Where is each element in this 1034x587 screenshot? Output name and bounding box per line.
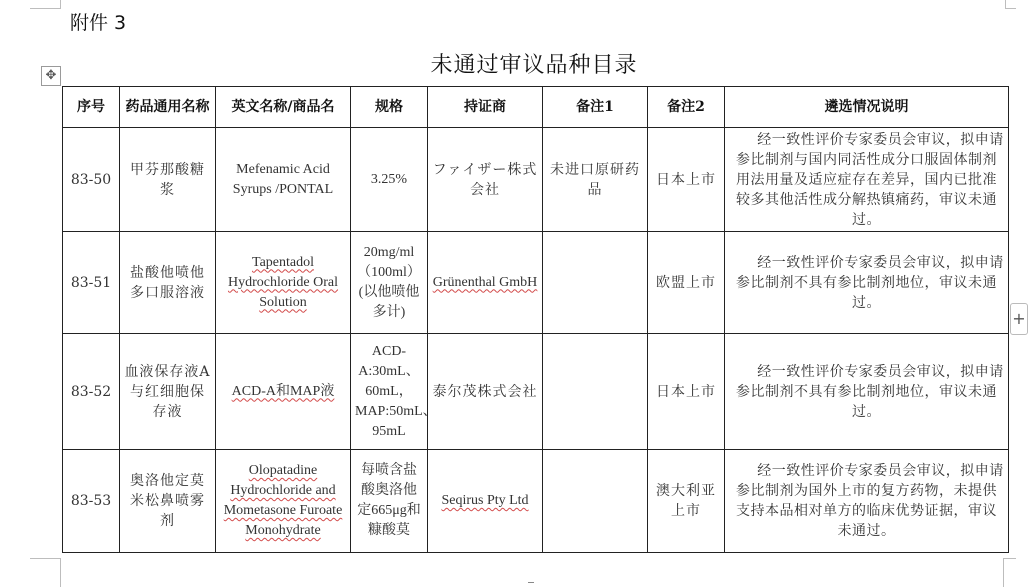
cell-note1 xyxy=(543,334,648,450)
crop-mark-bottom-left xyxy=(30,558,61,587)
cell-spec: ACD-A:30mL、60mL，MAP:50mL、95mL xyxy=(351,334,428,450)
header-no: 序号 xyxy=(63,87,120,128)
cell-holder: 泰尔茂株式会社 xyxy=(428,334,543,450)
cell-note2: 日本上市 xyxy=(648,128,725,232)
cell-desc: 经一致性评价专家委员会审议，拟申请参比制剂不具有参比制剂地位，审议未通过。 xyxy=(725,334,1009,450)
cell-note1 xyxy=(543,450,648,553)
attachment-label: 附件 3 xyxy=(70,12,127,34)
cell-en-name xyxy=(216,334,351,450)
plus-icon[interactable]: + xyxy=(1010,303,1028,335)
header-en-name: 英文名称/商品名 xyxy=(216,87,351,128)
header-desc: 遴选情况说明 xyxy=(725,87,1009,128)
table-row xyxy=(63,450,1009,553)
cell-spec: 3.25% xyxy=(351,128,428,232)
cell-desc: 经一致性评价专家委员会审议，拟申请参比制剂为国外上市的复方药物，未提供支持本品相对单方的临床优势证据，审议未通过。 xyxy=(725,450,1009,553)
cell-note2: 欧盟上市 xyxy=(648,232,725,334)
page-title: 未通过审议品种目录 xyxy=(430,53,638,78)
en-name-text: Tapentadol Hydrochloride Oral Solution xyxy=(227,254,339,310)
en-name-text: Olopatadine Hydrochloride and Mometasone Furoate Monohydrate xyxy=(223,463,343,538)
cell-no: 83-50 xyxy=(63,128,120,232)
cell-note1: 未进口原研药品 xyxy=(543,128,648,232)
crop-mark-top-left xyxy=(30,0,61,9)
header-cn-name: 药品通用名称 xyxy=(120,87,216,128)
cell-holder xyxy=(428,232,543,334)
holder-text: Grünenthal GmbH xyxy=(432,274,538,290)
table-row xyxy=(63,334,1009,450)
cell-en-name xyxy=(216,232,351,334)
cell-note1 xyxy=(543,232,648,334)
table-row xyxy=(63,232,1009,334)
cell-desc: 经一致性评价专家委员会审议，拟申请参比制剂与国内同活性成分口服固体制剂用法用量及适应症存在差异，国内已批准较多其他活性成分解热镇痛药，审议未通过。 xyxy=(725,128,1009,232)
cell-no: 83-52 xyxy=(63,334,120,450)
holder-text: Seqirus Pty Ltd xyxy=(441,493,529,508)
table-row xyxy=(63,128,1009,232)
crop-mark-top-right xyxy=(1005,0,1016,9)
cell-holder: ファイザー株式会社 xyxy=(428,128,543,232)
header-note2: 备注2 xyxy=(648,87,725,128)
page-bottom-mark xyxy=(528,582,534,586)
cell-spec: 20mg/ml（100ml）(以他喷他多计) xyxy=(351,232,428,334)
cell-cn-name: 奥洛他定莫米松鼻喷雾剂 xyxy=(120,450,216,553)
crop-mark-bottom-right xyxy=(1003,558,1016,587)
cell-no: 83-51 xyxy=(63,232,120,334)
cell-note2: 日本上市 xyxy=(648,334,725,450)
cell-spec: 每喷含盐酸奥洛他定665μg和糠酸莫 xyxy=(351,450,428,553)
cell-no: 83-53 xyxy=(63,450,120,553)
drug-list-table xyxy=(62,86,1009,553)
cell-holder xyxy=(428,450,543,553)
cell-cn-name: 盐酸他喷他多口服溶液 xyxy=(120,232,216,334)
en-name-text: ACD-A和MAP液 xyxy=(231,383,335,399)
cell-note2: 澳大利亚上市 xyxy=(648,450,725,553)
cell-cn-name: 甲芬那酸糖浆 xyxy=(120,128,216,232)
cell-en-name xyxy=(216,450,351,553)
cell-en-name: Mefenamic Acid Syrups /PONTAL xyxy=(216,128,351,232)
header-note1: 备注1 xyxy=(543,87,648,128)
table-header-row xyxy=(63,87,1009,128)
header-holder: 持证商 xyxy=(428,87,543,128)
header-spec: 规格 xyxy=(351,87,428,128)
cell-cn-name: 血液保存液A与红细胞保存液 xyxy=(120,334,216,450)
move-arrows-icon[interactable]: ✥ xyxy=(41,66,61,86)
cell-desc: 经一致性评价专家委员会审议，拟申请参比制剂不具有参比制剂地位，审议未通过。 xyxy=(725,232,1009,334)
